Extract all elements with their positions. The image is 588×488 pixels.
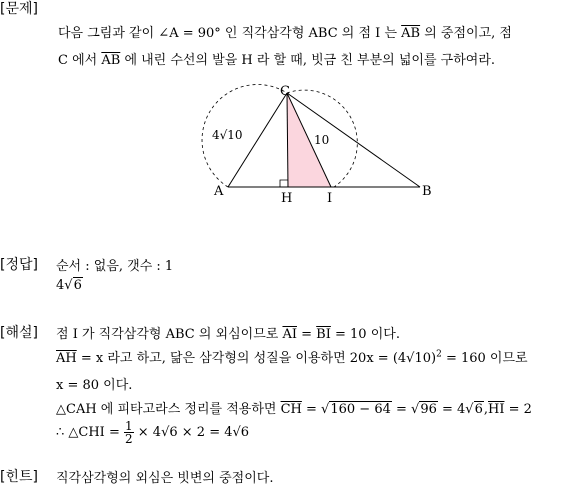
answer-value: 4√6 xyxy=(56,278,82,293)
solution-line-5 xyxy=(56,420,249,445)
answer-radicand: 6 xyxy=(73,278,82,293)
radicand: 96 xyxy=(420,402,437,417)
problem-line-1 xyxy=(58,22,512,41)
solution-text: = 160 이므로 xyxy=(445,351,528,366)
solution-text: = x 라고 하고, 닮은 삼각형의 성질을 이용하면 20x = xyxy=(80,351,389,366)
problem-text: C 에서 xyxy=(58,53,98,68)
label-a: A xyxy=(214,184,224,199)
solution-text: × 4√6 × 2 = 4√6 xyxy=(137,425,250,440)
solution-line-1 xyxy=(56,323,400,342)
power-base: (4√10) xyxy=(392,351,437,366)
answer-line-1: 순서 : 없음, 갯수 : 1 xyxy=(56,259,174,274)
solution-line-2 xyxy=(56,347,528,366)
problem-line-2 xyxy=(58,49,495,68)
numerator: 1 xyxy=(125,419,133,433)
solution-text: = 10 이다. xyxy=(335,327,400,342)
label-side-ci: 10 xyxy=(314,133,330,147)
problem-text: 의 중점이고, 점 xyxy=(424,26,512,41)
label-i: I xyxy=(327,191,333,205)
problem-text: 에 내린 수선의 발을 H 라 할 때, 빗금 친 부분의 넓이를 구하여라. xyxy=(124,53,496,68)
label-h: H xyxy=(281,191,293,205)
radicand: 6 xyxy=(474,402,483,417)
solution-text: △CAH 에 피타고라스 정리를 적용하면 xyxy=(56,402,277,417)
segment-ab: $\overline{AB}$ xyxy=(401,26,421,41)
solution-tag: [해설] xyxy=(0,325,38,341)
label-b: B xyxy=(422,184,432,199)
label-c: C xyxy=(280,84,290,99)
hint-text: 직각삼각형의 외심은 빗변의 중점이다. xyxy=(56,471,274,486)
right-angle-mark xyxy=(280,180,288,187)
equals-root: = √ xyxy=(301,402,330,417)
problem-tag: [문제] xyxy=(0,1,38,17)
segment-ah: $\overline{AH}$ xyxy=(56,351,77,366)
equals-root: = 4√ xyxy=(437,402,474,417)
triangle-figure xyxy=(200,80,440,205)
fraction-one-half xyxy=(124,420,134,445)
segment-bi: $\overline{BI}$ xyxy=(316,327,331,342)
problem-text: 다음 그림과 같이 ∠A = 90° 인 직각삼각형 ABC 의 점 I 는 xyxy=(58,26,397,41)
solution-text: ∴ △CHI = xyxy=(56,425,120,440)
equals-root: = √ xyxy=(391,402,420,417)
segment-ab: $\overline{AB}$ xyxy=(101,53,121,68)
answer-coef: 4 xyxy=(56,278,65,293)
radicand: 160 − 64 xyxy=(330,402,391,417)
denominator: 2 xyxy=(125,432,133,446)
label-side-ac: 4√10 xyxy=(212,128,243,142)
segment-hi: $\overline{HI}$ xyxy=(488,402,505,417)
solution-text: = 2 xyxy=(504,402,532,417)
solution-text: 점 I 가 직각삼각형 ABC 의 외심이므로 xyxy=(56,327,279,342)
comma: , xyxy=(483,402,488,417)
segment-ai: $\overline{AI}$ xyxy=(282,327,297,342)
answer-tag: [정답] xyxy=(0,257,38,273)
solution-line-4 xyxy=(56,398,532,417)
hint-tag: [힌트] xyxy=(0,469,38,485)
power-exponent: 2 xyxy=(436,349,442,360)
equals: = xyxy=(297,327,317,342)
solution-line-3: x = 80 이다. xyxy=(56,378,133,393)
segment-ch: $\overline{CH}$ xyxy=(280,402,302,417)
